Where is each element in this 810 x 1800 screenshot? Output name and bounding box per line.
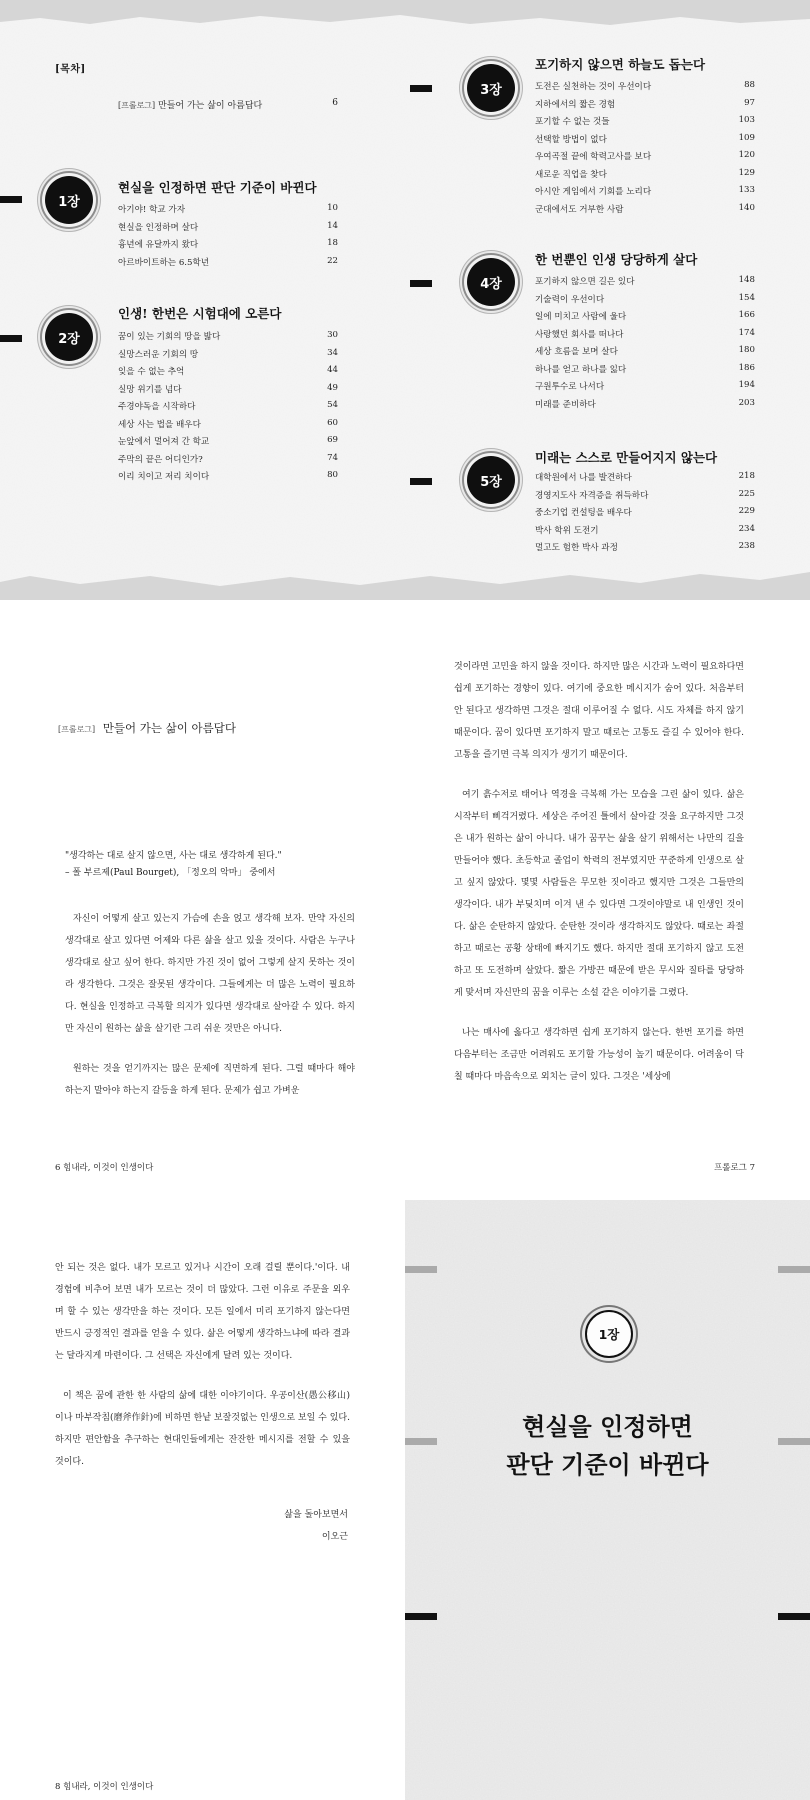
toc-entry[interactable]: 세상 흐름을 보며 살다 180 (535, 345, 755, 357)
toc-label: [목차] (55, 64, 86, 75)
body-text-continued (55, 1257, 350, 1491)
chapter-2-badge: 2장 (45, 313, 93, 361)
toc-entry[interactable]: 아르바이트하는 6.5학년 22 (118, 255, 338, 268)
toc-entry[interactable]: 실망 위기를 넘다 49 (118, 382, 338, 395)
author-name: 이오근 (321, 1532, 348, 1542)
paragraph: 나는 매사에 옳다고 생각하면 쉽게 포기하지 않는다. 한번 포기를 하면 다음부터는 조금만 어려워도 포기할 가능성이 높기 때문이다. 어려움이 닥칠 때마다 마음속으로 외치는 글이 있다. 그것은 '세상에 (454, 1028, 744, 1082)
epigraph-source: – 폴 부르제(Paul Bourget), 「정오의 악마」 중에서 (65, 868, 276, 878)
prologue-tag: [프롤로그] (58, 725, 96, 734)
toc-entry[interactable]: 기술력이 우선이다 154 (535, 292, 755, 305)
toc-entry[interactable]: 선택할 방법이 없다 109 (535, 132, 755, 145)
toc-entry[interactable]: 포기하지 않으면 길은 있다 148 (535, 275, 755, 287)
toc-entry[interactable]: 실망스러운 기회의 땅 34 (118, 347, 338, 360)
toc-entry[interactable]: 일에 미치고 사람에 울다 166 (535, 310, 755, 322)
toc-entry[interactable]: 우여곡절 끝에 학력고사를 보다 120 (535, 150, 755, 162)
table-of-contents (0, 0, 810, 600)
black-marker-bar (778, 1613, 810, 1620)
paragraph: 여기 흙수저로 태어나 역경을 극복해 가는 모습을 그린 삶이 있다. 삶은 시작부터 삐걱거렸다. 세상은 주어진 틀에서 살아갈 것을 요구하지만 그것은 내가 원하는 삶이 아니다. 내가 꿈꾸는 삶을 살기 위해서는 나만의 길을 만들어야 했다. 초등학교 졸업이 학력의 전부였지만 꾸준하게 인생으로 살고 싶지 않았다. 몇몇 사람들은 무모한 짓이라고 했지만 그것은 그들만의 생각이다. 내가 부딪치며 이겨 낸 수 있다면 그것이야말로 내 인생인 것이다. 삶은 순탄하지 않았다. 순탄한 것이라 생각하지도 않았다. 때로는 좌절하고 때로는 공황 상태에 빠지기도 했다. 하지만 절대 포기하지 않고 도전하고 또 도전하며 살았다. 짧은 가방끈 때문에 받은 무시와 질타를 당당하게 맞서며 자신만의 꿈을 이루는 소설 같은 이야기를 그렸다. (454, 790, 744, 998)
folio-right: 프롤로그 7 (714, 1163, 755, 1173)
chapter-4-badge: 4장 (467, 258, 515, 306)
chapter-2-entries (118, 330, 338, 488)
chapter-5-title[interactable]: 미래는 스스로 만들어지지 않는다 (535, 450, 718, 465)
prologue-heading (58, 720, 236, 736)
toc-entry[interactable]: 지하에서의 짧은 경험 97 (535, 97, 755, 110)
gray-marker-bar (405, 1266, 437, 1273)
prologue-title: 만들어 가는 삶이 아름답다 (102, 721, 236, 735)
body-text-right (454, 656, 744, 1106)
toc-entry[interactable]: 주막의 끝은 어디인가? 74 (118, 452, 338, 465)
chapter-5-entries (535, 471, 755, 559)
paper-texture (405, 1200, 810, 1800)
chapter-badge: 1장 (585, 1310, 633, 1358)
chapter-4-title[interactable]: 한 번뿐인 인생 당당하게 살다 (535, 252, 698, 267)
toc-entry[interactable]: 아시안 게임에서 기회를 노리다 133 (535, 185, 755, 197)
chapter-1-title[interactable]: 현실을 인정하면 판단 기준이 바뀐다 (118, 180, 317, 195)
toc-entry[interactable]: 멀고도 험한 박사 과정 238 (535, 541, 755, 553)
toc-entry[interactable]: 꿈이 있는 기회의 땅을 밟다 30 (118, 330, 338, 342)
prologue-page: 6 (332, 98, 338, 108)
chapter-opener-page (405, 1200, 810, 1800)
chapter-3-title[interactable]: 포기하지 않으면 하늘도 돕는다 (535, 57, 706, 72)
chapter-marker-bar (0, 196, 22, 203)
chapter-marker-bar (410, 280, 432, 287)
chapter-1-entries (118, 203, 338, 273)
folio-left: 8 힘내라, 이것이 인생이다 (55, 1782, 154, 1792)
chapter-3-entries (535, 80, 755, 220)
epigraph-quote: "생각하는 대로 살지 않으면, 사는 대로 생각하게 된다." (65, 851, 282, 861)
chapter-1-badge: 1장 (45, 176, 93, 224)
chapter-title-line-1: 현실을 인정하면 (522, 1412, 693, 1441)
toc-entry[interactable]: 군대에서도 거부한 사람 140 (535, 202, 755, 215)
toc-entry[interactable]: 도전은 실천하는 것이 우선이다 88 (535, 80, 755, 92)
chapter-5-badge: 5장 (467, 456, 515, 504)
toc-entry[interactable]: 새로운 직업을 찾다 129 (535, 167, 755, 180)
chapter-4-entries (535, 275, 755, 415)
chapter-marker-bar (410, 478, 432, 485)
chapter-2-title[interactable]: 인생! 한번은 시험대에 오른다 (118, 306, 282, 321)
toc-entry[interactable]: 포기할 수 없는 것들 103 (535, 115, 755, 127)
toc-entry[interactable]: 구원투수로 나서다 194 (535, 380, 755, 392)
toc-entry[interactable]: 중소기업 컨설팅을 배우다 229 (535, 506, 755, 518)
toc-entry[interactable]: 대학원에서 나를 발견하다 218 (535, 471, 755, 483)
toc-entry[interactable]: 잊을 수 없는 추억 44 (118, 365, 338, 377)
paragraph: 자신이 어떻게 살고 있는지 가슴에 손을 얹고 생각해 보자. 만약 자신의 생각대로 살고 있다면 어제와 다른 삶을 살고 있을 것이다. 사람은 누구나 생각대로 살고 싶어 한다. 하지만 가진 것이 없어 그렇게 살지 못하는 것이라 생각한다. 그것은 잘못된 생각이다. 그들에게는 더 많은 노력이 필요하다. 현실을 인정하고 극복할 의지가 있다면 생각대로 살아갈 수 있다. 하지만 자신이 원하는 삶을 살기란 그리 쉬운 것만은 아니다. (65, 914, 355, 1034)
toc-entry[interactable]: 미래를 준비하다 203 (535, 397, 755, 410)
chapter-title-line-2: 판단 기준이 바뀐다 (506, 1450, 709, 1479)
toc-entry[interactable]: 이리 치이고 저리 치이다 80 (118, 470, 338, 482)
toc-entry[interactable]: 박사 학위 도전기 234 (535, 523, 755, 536)
folio-left: 6 힘내라, 이것이 인생이다 (55, 1163, 154, 1173)
paragraph: 것이라면 고민을 하지 않을 것이다. 하지만 많은 시간과 노력이 필요하다면 쉽게 포기하는 경향이 있다. 여기에 중요한 메시지가 숨어 있다. 처음부터 안 된다고 생각하면 그것은 절대 이루어질 수 없다. 시도 자체를 하지 않기 때문이다. 꿈이 있다면 포기하지 말고 때로는 고통도 즐길 수 있어야 한다. 고통을 즐기면 극복 의지가 생기기 때문이다. (454, 662, 744, 760)
chapter-3-badge: 3장 (467, 64, 515, 112)
chapter-marker-bar (410, 85, 432, 92)
toc-prologue[interactable] (118, 98, 338, 111)
black-marker-bar (405, 1613, 437, 1620)
prologue-end-and-chapter-opener (0, 1192, 810, 1800)
toc-entry[interactable]: 현실을 인정하며 살다 14 (118, 220, 338, 233)
prologue-title: 만들어 가는 삶이 아름답다 (158, 101, 263, 111)
toc-entry[interactable]: 경영지도사 자격증을 취득하다 225 (535, 488, 755, 501)
toc-entry[interactable]: 주경야독을 시작하다 54 (118, 400, 338, 412)
prologue-tag: [프롤로그] (118, 101, 156, 110)
paragraph: 이 책은 꿈에 관한 한 사람의 삶에 대한 이야기이다. 우공이산(愚公移山)이나 마부작침(磨斧作針)에 비하면 한낱 보잘것없는 인생으로 보일 수 있다. 하지만 편안함을 추구하는 현대인들에게는 잔잔한 메시지를 전할 수 있을 것이다. (55, 1391, 350, 1467)
toc-entry[interactable]: 세상 사는 법을 배우다 60 (118, 417, 338, 430)
toc-entry[interactable]: 사랑했던 회사를 떠나다 174 (535, 327, 755, 340)
paragraph: 안 되는 것은 없다. 내가 모르고 있거나 시간이 오래 걸릴 뿐이다.'이다. 내 경험에 비추어 보면 내가 모르는 것이 더 많았다. 그런 이유로 주문을 외우며 할 수 있는 생각만을 하는 것이다. 모든 일에서 미리 포기하지 않는다면 반드시 긍정적인 결과를 얻을 수 있다. 삶은 어떻게 생각하느냐에 따라 결과는 달라지게 마련이다. 그 선택은 자신에게 달려 있는 것이다. (55, 1263, 350, 1361)
toc-entry[interactable]: 흉년에 유달까지 왔다 18 (118, 238, 338, 250)
chapter-marker-bar (0, 335, 22, 342)
paragraph: 원하는 것을 얻기까지는 많은 문제에 직면하게 된다. 그럴 때마다 해야 하는지 말아야 하는지 갈등을 하게 된다. 문제가 쉽고 가벼운 (65, 1064, 355, 1096)
signature-line: 삶을 돌아보면서 (284, 1510, 348, 1520)
prologue-spread (0, 600, 810, 1192)
toc-entry[interactable]: 아기야! 학교 가자 10 (118, 203, 338, 215)
toc-entry[interactable]: 하나를 얻고 하나를 잃다 186 (535, 362, 755, 375)
body-text-left (65, 908, 355, 1120)
epigraph (65, 848, 355, 882)
toc-entry[interactable]: 눈앞에서 멀어져 간 학교 69 (118, 435, 338, 447)
gray-marker-bar (778, 1266, 810, 1273)
